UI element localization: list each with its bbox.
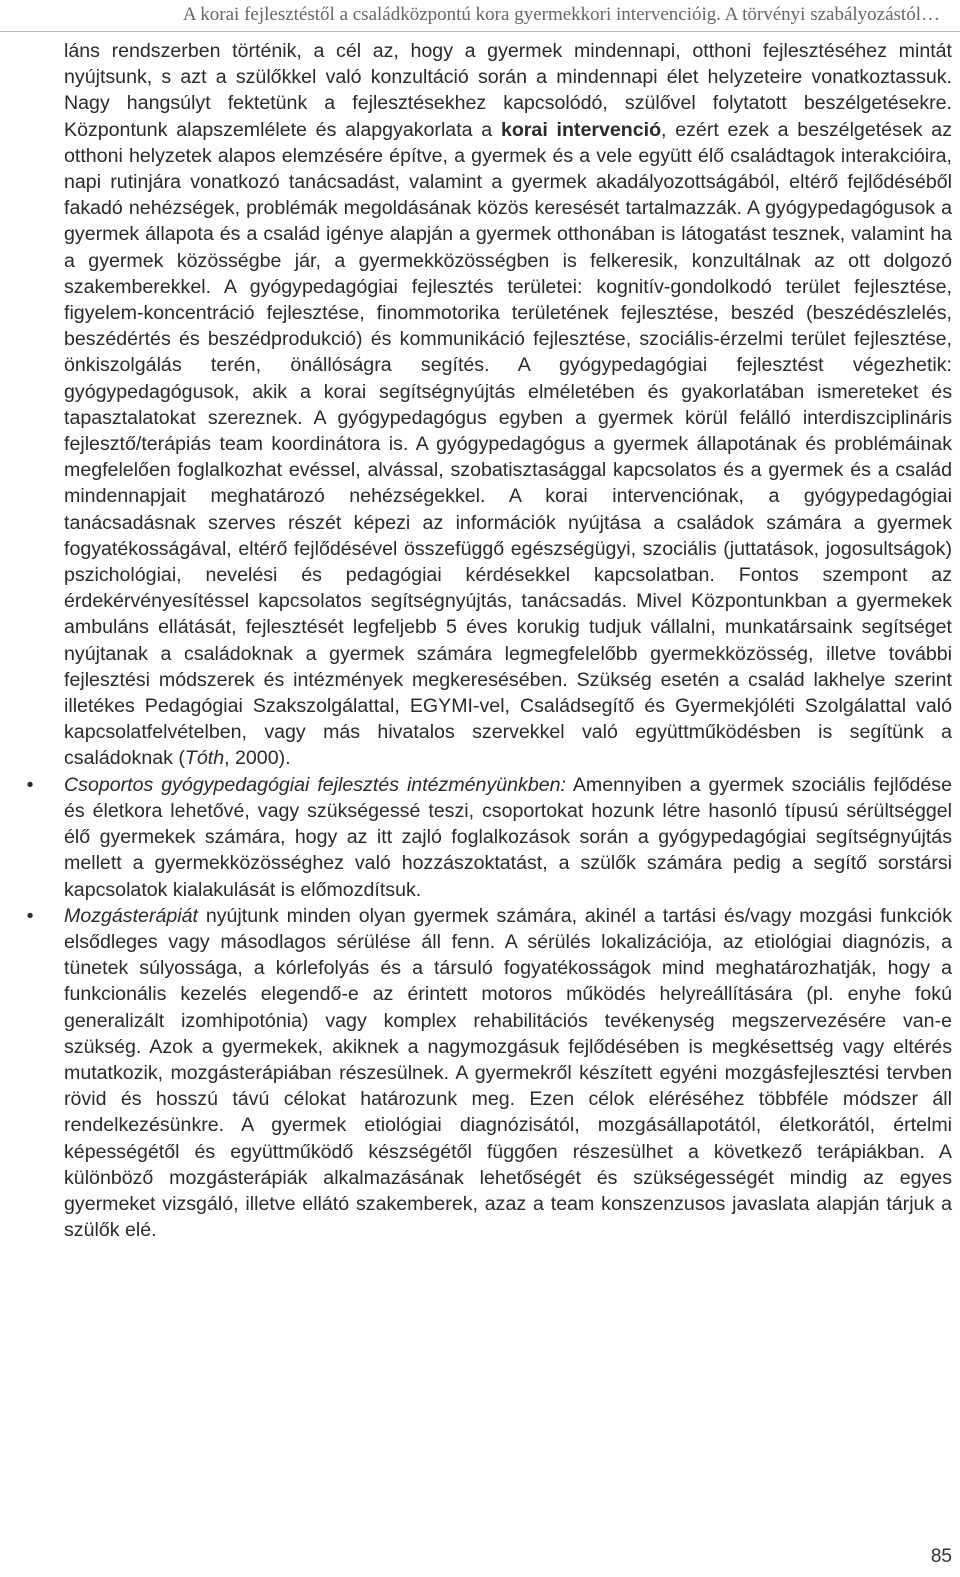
- citation-year: , 2000).: [224, 747, 291, 770]
- bullet-text: nyújtunk minden olyan gyermek számára, akinél a tartási és/vagy mozgási funkciók elsődleges vagy másodlagos sérülése áll fenn. A sérülés lokalizációja, az etiológiai diagnózis, a tünetek súlyossága, a kórlefolyás és a társuló fogyatékosságok mind meghatározhatják, hogy a funkcionális kezelés elegendő-e az érintett motoros működés helyreállítására (pl. enyhe fokú generalizált izomhipotónia) vagy komplex rehabilitációs tevékenység megszervezésére van-e szükség. Azok a gyermekek, akiknek a nagymozgásuk fejlődésében is megkésettség vagy eltérés mutatkozik, mozgásterápiában részesülnek. A gyermekről készített egyéni mozgásfejlesztési tervben rövid és hosszú távú célokat határozunk meg. Ezen célok eléréséhez többféle módszer áll rendelkezésünkre. A gyermek etiológiai diagnózisától, mozgásállapotától, életkorától, értelmi képességétől és együttműködő készségétől függően részesülhet a következő terápiákban. A különböző mozgásterápiák alkalmazásának lehetőségét és szükségességét mindig az egyes gyermeket vizsgáló, illetve ellátó szakemberek, azaz a team konszenzusos javaslata alapján tárjuk a szülők elé.: [64, 904, 952, 1242]
- body-text: [26, 38, 952, 1243]
- main-paragraph: [64, 38, 952, 772]
- bullet-item-group-therapy: [26, 772, 952, 903]
- bullet-text: Amennyiben a gyermek szociális fejlődése és életkora lehetővé, vagy szükségessé teszi, csoportokat hozunk létre hasonló típusú sérültséggel élő gyermekek számára, hogy az itt zajló foglalkozások során a gyógypedagógiai segítségnyújtás mellett a gyermekközösséghez való hozzászoktatást, a szülők számára pedig a segítő sorstársi kapcsolatok kialakulását is előmozdítsuk.: [64, 773, 952, 901]
- paragraph-text-2: , ezért ezek a beszélgetések az otthoni helyzetek alapos elemzésére építve, a gyermek és a vele együtt élő családtagok interakcióira, napi rutinjára vonatkozó tanácsadást, valamint a gyermek akadályozottságából, eltérő fejlődéséből fakadó nehézségek, problémák megoldásának közös keresését tartalmazzák. A gyógypedagógusok a gyermek állapota és a család igénye alapján a gyermek otthonában is látogatást tesznek, valamint ha a gyermek közösségbe jár, a gyermekközösségben is felkeresik, konzultálnak az ott dolgozó szakemberekkel. A gyógypedagógiai fejlesztés területei: kognitív-gondolkodó terület fejlesztése, figyelem-koncentráció fejlesztése, finommotorika területének fejlesztése, beszéd (beszédészlelés, beszédértés és beszédprodukció) és kommunikáció fejlesztése, szociális-érzelmi terület fejlesztése, önkiszolgálás terén, önállóságra segítés. A gyógypedagógiai fejlesztést végezhetik: gyógypedagógusok, akik a korai segítségnyújtás elméletében és gyakorlatában ismereteket és tapasztalatokat szereznek. A gyógypedagógus egyben a gyermek körül felálló interdiszciplináris fejlesztő/terápiás team koordinátora is. A gyógypedagógus a gyermek állapotának és problémáinak megfelelően foglalkozhat evéssel, alvással, szobatisztasággal kapcsolatos és a gyermek és a család mindennapjait meghatározó nehézségekkel. A korai intervenciónak, a gyógypedagógiai tanácsadásnak szerves részét képezi az információk nyújtása a családok számára a gyermek fogyatékosságával, eltérő fejlődésével összefüggő egészségügyi, szociális (juttatások, jogosultságok) pszichológiai, nevelési és pedagógiai kérdésekkel kapcsolatban. Fontos szempont az érdekérvényesítéssel kapcsolatos segítségnyújtás, tanácsadás. Mivel Központunkban a gyermekek ambuláns ellátását, fejlesztését legfeljebb 5 éves korukig tudjuk vállalni, munkatársaink segítséget nyújtanak a családoknak a gyermek számára legmegfelelőbb gyermekközösség, illetve további fejlesztési módszerek és intézmények megkeresésében. Szükség esetén a család lakhelye szerint illetékes Pedagógiai Szakszolgálattal, EGYMI-vel, Családsegítő és Gyermekjóléti Szolgálattal való kapcsolatfelvételben, vagy más hivatalos szervekkel való együttműködésben is segítünk a családoknak (: [64, 118, 952, 770]
- paragraph-text-1: láns rendszerben történik, a cél az, hogy a gyermek mindennapi, otthoni fejlesztéséhez mintát nyújtsunk, s azt a szülőkkel való konzultáció során a mindennapi élet helyzeteire vonatkoztassuk. Nagy hangsúlyt fektetünk a fejlesztésekhez kapcsolódó, szülővel folytatott beszélgetésekre. Központunk alapszemlélete és alapgyakorlata a: [64, 40, 952, 141]
- bullet-item-movement-therapy: [26, 903, 952, 1244]
- running-head: A korai fejlesztéstől a családközpontú kora gyermekkori intervencióig. A törvényi szabályozástól…: [0, 2, 960, 32]
- bullet-lead: Csoportos gyógypedagógiai fejlesztés intézményünkben:: [64, 773, 566, 796]
- bullet-marker: •: [26, 904, 34, 927]
- bullet-lead: Mozgásterápiát: [64, 904, 198, 927]
- citation-author: Tóth: [184, 747, 225, 770]
- bold-term: korai intervenció: [500, 118, 662, 141]
- page-number: 85: [930, 1546, 952, 1567]
- bullet-marker: •: [26, 773, 34, 796]
